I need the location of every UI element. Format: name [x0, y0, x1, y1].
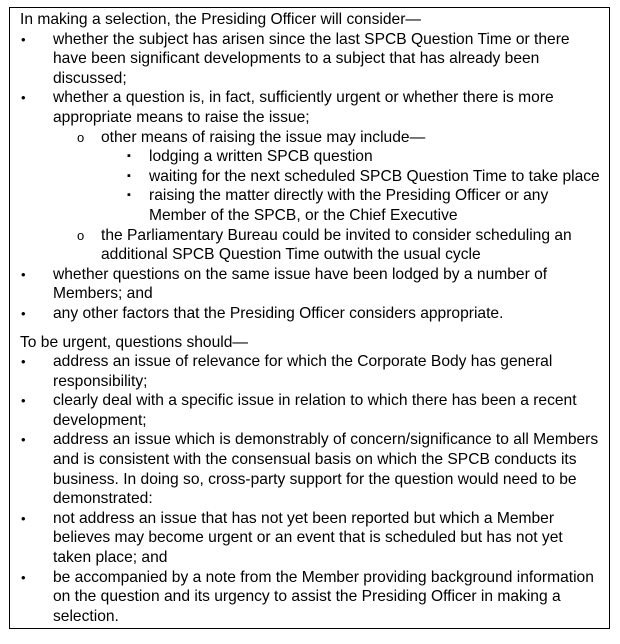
list-item — [20, 30, 603, 89]
list-item — [20, 568, 603, 627]
bullet-icon: • — [21, 266, 26, 282]
list-item — [20, 88, 603, 264]
bordered-text-box — [9, 7, 610, 629]
nested-list-item-text: the Parliamentary Bureau could be invited to consider scheduling an additional SPCB Question Time outwith the usual cycle — [101, 226, 572, 264]
bullet-icon: • — [21, 569, 26, 585]
sub-nested-list-item — [101, 167, 603, 187]
square-bullet-icon: ▪ — [127, 150, 131, 163]
list-item — [20, 304, 603, 324]
section2-intro: To be urgent, questions should— — [20, 333, 248, 351]
square-bullet-icon: ▪ — [127, 169, 131, 182]
sub-nested-list-item-text: raising the matter directly with the Presiding Officer or any Member of the SPCB, or the Chief Executive — [149, 187, 549, 224]
list-item-text: whether a question is, in fact, sufficiently urgent or whether there is more appropriate means to raise the issue; — [53, 89, 554, 126]
bullet-icon: • — [21, 393, 26, 409]
bullet-icon: • — [21, 31, 26, 47]
list-item-text: address an issue which is demonstrably of concern/significance to all Members and is consistent with the consensual basis on which the SPCB conducts its business. In doing so, cross-party support for the question would need to be demonstrated: — [53, 431, 599, 508]
nested-list — [20, 128, 603, 265]
sub-nested-list-item — [101, 186, 603, 225]
sub-nested-list — [54, 147, 603, 225]
list-item-text: address an issue of relevance for which the Corporate Body has general responsibility; — [53, 353, 553, 390]
list-item-text: whether the subject has arisen since the last SPCB Question Time or there have been significant developments to a subject that has already been discussed; — [53, 30, 570, 87]
bullet-icon: • — [21, 305, 26, 321]
nested-list-item — [54, 226, 603, 265]
section1-list — [20, 30, 603, 324]
paragraph-spacer — [20, 324, 603, 333]
sub-nested-list-item-text: lodging a written SPCB question — [149, 148, 373, 166]
list-item-text: any other factors that the Presiding Officer considers appropriate. — [53, 304, 504, 322]
list-item — [20, 509, 603, 568]
list-item — [20, 352, 603, 391]
section2-list — [20, 352, 603, 626]
nested-list-item-text: other means of raising the issue may include— — [101, 128, 426, 146]
list-item-text: not address an issue that has not yet been reported but which a Member believes may become urgent or an event that is scheduled but has not yet taken place; and — [53, 509, 563, 567]
list-item — [20, 391, 603, 430]
sub-nested-list-item — [101, 147, 603, 167]
list-item — [20, 430, 603, 508]
list-item — [20, 265, 603, 304]
bullet-icon: • — [21, 90, 26, 106]
list-item-text: clearly deal with a specific issue in relation to which there has been a recent development; — [53, 392, 577, 429]
circle-bullet-icon: o — [77, 129, 85, 145]
square-bullet-icon: ▪ — [127, 189, 131, 202]
sub-nested-list-item-text: waiting for the next scheduled SPCB Question Time to take place — [149, 167, 600, 185]
circle-bullet-icon: o — [77, 227, 85, 243]
section1-intro: In making a selection, the Presiding Officer will consider— — [20, 11, 421, 28]
bullet-icon: • — [21, 432, 26, 448]
list-item-text: be accompanied by a note from the Member providing background information on the question and its urgency to assist the Presiding Officer in making a selection. — [53, 568, 594, 625]
bullet-icon: • — [21, 354, 26, 370]
nested-list-item — [54, 128, 603, 226]
bullet-icon: • — [21, 510, 26, 526]
list-item-text: whether questions on the same issue have been lodged by a number of Members; and — [53, 265, 548, 303]
